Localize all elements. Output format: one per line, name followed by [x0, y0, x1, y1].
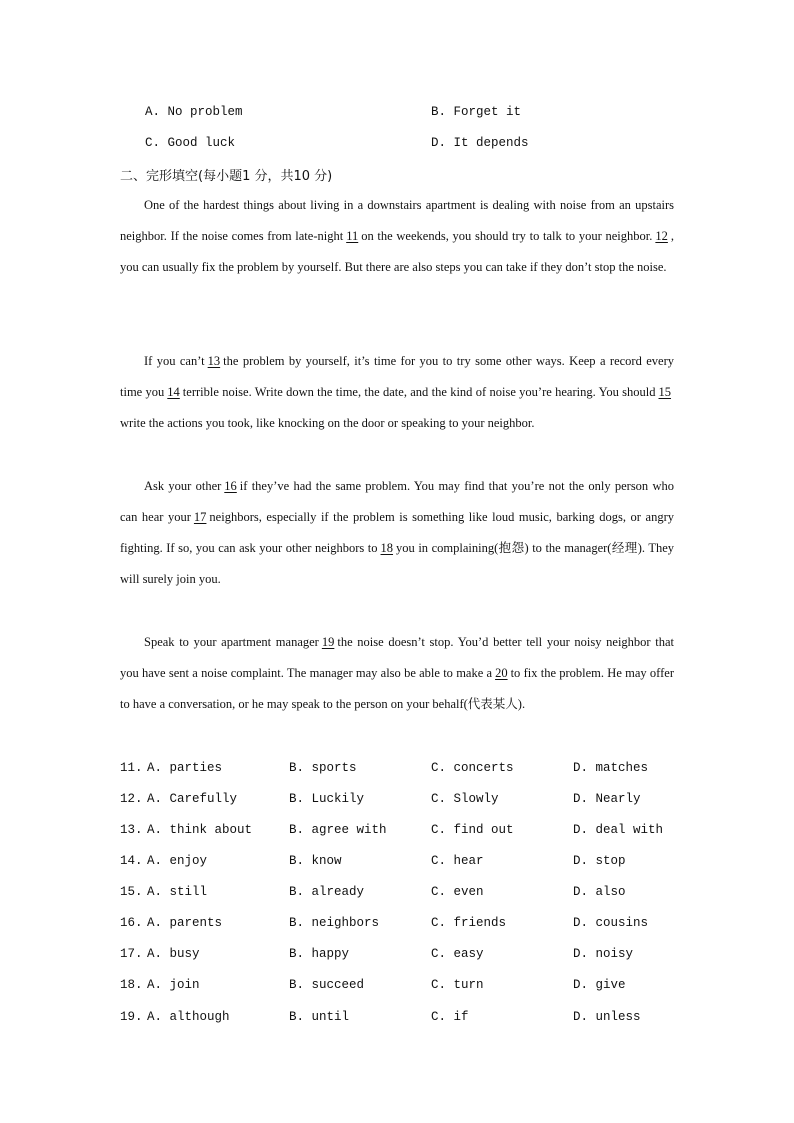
passage-text: if they’ve had the same problem. You may find that you’re not the only person who can hear your	[120, 479, 674, 524]
option-c: C. turn	[431, 978, 484, 992]
option-d: D. stop	[573, 854, 626, 868]
blank-18: 18	[380, 541, 394, 555]
question-row	[120, 978, 680, 998]
prev-option-d: D. It depends	[431, 136, 529, 150]
question-number: 17.	[120, 947, 143, 961]
blank-14: 14	[167, 385, 180, 399]
question-number: 18.	[120, 978, 143, 992]
passage-paragraph-3	[120, 471, 674, 595]
option-b: B. already	[289, 885, 365, 899]
question-number: 13.	[120, 823, 143, 837]
question-number: 14.	[120, 854, 143, 868]
blank-15: 15	[658, 385, 672, 399]
blank-20: 20	[495, 666, 508, 680]
question-row	[120, 823, 680, 843]
question-row	[120, 761, 680, 781]
question-row	[120, 916, 680, 936]
blank-19: 19	[321, 635, 335, 649]
blank-11: 11	[346, 229, 359, 243]
option-c: C. hear	[431, 854, 484, 868]
question-row	[120, 1010, 680, 1030]
question-row	[120, 854, 680, 874]
section-title: 二、完形填空(每小题1 分，共10 分)	[120, 169, 333, 184]
option-a: A. still	[147, 885, 208, 899]
option-d: D. matches	[573, 761, 649, 775]
option-c: C. Slowly	[431, 792, 499, 806]
passage-text: on the weekends, you should try to talk to your neighbor.	[361, 229, 653, 243]
option-c: C. even	[431, 885, 484, 899]
option-b: B. succeed	[289, 978, 365, 992]
option-c: C. concerts	[431, 761, 514, 775]
passage-paragraph-1	[120, 190, 674, 283]
passage-text: If you can’t	[144, 354, 205, 368]
passage-text: you in complaining(抱怨) to the manager(经理). They will surely join you.	[120, 541, 674, 586]
option-a: A. think about	[147, 823, 253, 837]
passage-paragraph-4	[120, 627, 674, 720]
option-d: D. cousins	[573, 916, 649, 930]
question-number: 15.	[120, 885, 143, 899]
passage-text: write the actions you took, like knocking on the door or speaking to your neighbor.	[120, 416, 535, 430]
option-b: B. Luckily	[289, 792, 365, 806]
option-c: C. friends	[431, 916, 507, 930]
option-d: D. also	[573, 885, 626, 899]
prev-option-c: C. Good luck	[145, 136, 236, 150]
option-b: B. happy	[289, 947, 350, 961]
option-b: B. agree with	[289, 823, 387, 837]
option-b: B. sports	[289, 761, 357, 775]
option-d: D. Nearly	[573, 792, 641, 806]
option-a: A. join	[147, 978, 200, 992]
option-b: B. until	[289, 1010, 350, 1024]
passage-paragraph-2	[120, 346, 674, 439]
option-a: A. Carefully	[147, 792, 238, 806]
option-d: D. deal with	[573, 823, 664, 837]
passage-text: the problem by yourself, it’s time for you to try some other ways. Keep a record every time you	[120, 354, 674, 399]
option-a: A. although	[147, 1010, 230, 1024]
option-b: B. know	[289, 854, 342, 868]
question-number: 19.	[120, 1010, 143, 1024]
passage-text: Speak to your apartment manager	[144, 635, 319, 649]
option-a: A. enjoy	[147, 854, 208, 868]
option-c: C. find out	[431, 823, 514, 837]
blank-12: 12	[655, 229, 668, 243]
prev-option-a: A. No problem	[145, 105, 243, 119]
passage-text: neighbors, especially if the problem is something like loud music, barking dogs, or angry fighting. If so, you can ask your other neighbors to	[120, 510, 674, 555]
passage-text: , you can usually fix the problem by yourself. But there are also steps you can take if they don’t stop the noise.	[120, 229, 674, 274]
passage-text: the noise doesn’t stop. You’d better tell your noisy neighbor that you have sent a noise complaint. The manager may also be able to make a	[120, 635, 674, 680]
option-a: A. busy	[147, 947, 200, 961]
option-b: B. neighbors	[289, 916, 380, 930]
question-row	[120, 792, 680, 812]
question-row	[120, 947, 680, 967]
passage-text: Ask your other	[144, 479, 222, 493]
passage-text: One of the hardest things about living in a downstairs apartment is dealing with noise from an upstairs neighbor. If the noise comes from late-night	[120, 198, 674, 243]
blank-16: 16	[224, 479, 237, 493]
option-a: A. parents	[147, 916, 223, 930]
option-d: D. unless	[573, 1010, 641, 1024]
option-c: C. easy	[431, 947, 484, 961]
option-a: A. parties	[147, 761, 223, 775]
question-number: 16.	[120, 916, 143, 930]
option-d: D. give	[573, 978, 626, 992]
question-number: 11.	[120, 761, 143, 775]
prev-option-b: B. Forget it	[431, 105, 522, 119]
question-number: 12.	[120, 792, 143, 806]
question-row	[120, 885, 680, 905]
blank-13: 13	[207, 354, 221, 368]
blank-17: 17	[193, 510, 207, 524]
option-c: C. if	[431, 1010, 469, 1024]
passage-text: to fix the problem. He may offer to have a conversation, or he may speak to the person on your behalf(代表某人).	[120, 666, 674, 711]
passage-text: terrible noise. Write down the time, the date, and the kind of noise you’re hearing. You should	[182, 385, 656, 399]
option-d: D. noisy	[573, 947, 634, 961]
